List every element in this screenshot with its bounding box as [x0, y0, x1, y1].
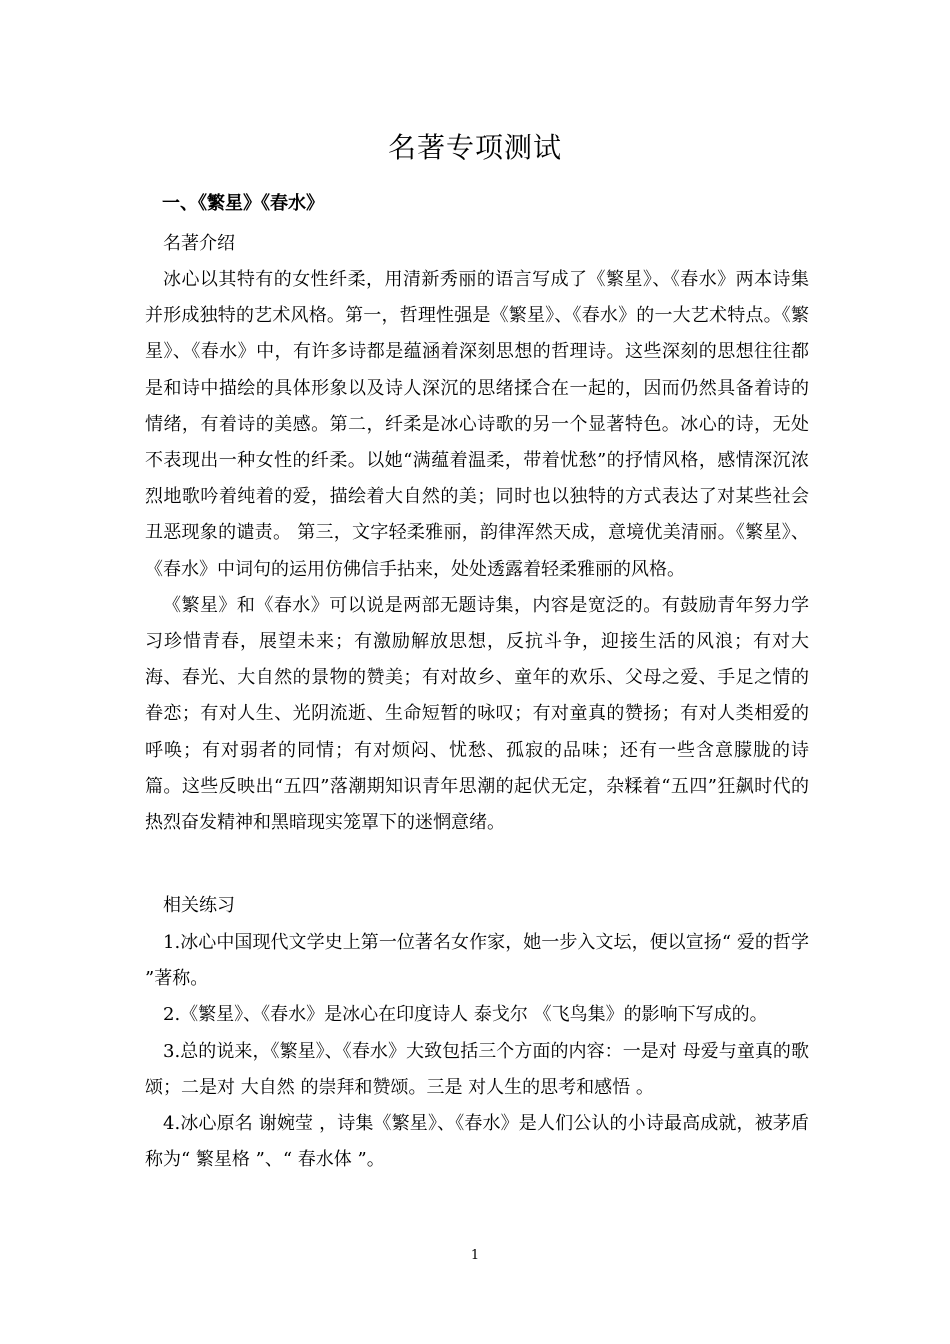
practice-label-block — [145, 888, 809, 924]
practice-label: 相关练习 — [163, 895, 235, 916]
intro-label: 名著介绍 — [163, 233, 235, 254]
intro-paragraph: 冰心以其特有的女性纤柔，用清新秀丽的语言写成了《繁星》、《春水》两本诗集并形成独特的艺术风格。第一，哲理性强是《繁星》、《春水》的一大艺术特点。《繁星》、《春水》中，有许多诗都是蕴涵着深刻思想的哲理诗。这些深刻的思想往往都是和诗中描绘的具体形象以及诗人深沉的思绪揉合在一起的，因而仍然具备着诗的情绪，有着诗的美感。第二，纤柔是冰心诗歌的另一个显著特色。冰心的诗，无处不表现出一种女性的纤柔。以她“满蕴着温柔，带着忧愁”的抒情风格，感情深沉浓烈地歌吟着纯着的爱，描绘着大自然的美；同时也以独特的方式表达了对某些社会丑恶现象的谴责。 第三，文字轻柔雅丽，韵律浑然天成，意境优美清丽。《繁星》、《春水》中词句的运用仿佛信手拈来，处处透露着轻柔雅丽的风格。 — [145, 269, 809, 580]
intro-text — [145, 262, 809, 841]
intro-paragraph: 《繁星》和《春水》可以说是两部无题诗集，内容是宽泛的。有鼓励青年努力学习珍惜青春，展望未来；有激励解放思想，反抗斗争，迎接生活的风浪；有对大海、春光、大自然的景物的赞美；有对故乡、童年的欢乐、父母之爱、手足之情的眷恋；有对人生、光阴流逝、生命短暂的咏叹；有对童真的赞扬；有对人类相爱的呼唤；有对弱者的同情；有对烦闷、忧愁、孤寂的品味；还有一些含意朦胧的诗篇。这些反映出“五四”落潮期知识青年思潮的起伏无定，杂糅着“五四”狂飙时代的热烈奋发精神和黑暗现实笼罩下的迷惘意绪。 — [145, 594, 809, 834]
exercise-item: 4.冰心原名 谢婉莹 ，诗集《繁星》、《春水》是人们公认的小诗最高成就，被茅盾称为“ 繁星格 ”、“ 春水体 ”。 — [145, 1113, 809, 1171]
intro-label-block — [145, 226, 809, 262]
page-title: 名著专项测试 — [387, 131, 562, 164]
exercise-list — [145, 925, 809, 1178]
exercise-item: 2.《繁星》、《春水》是冰心在印度诗人 泰戈尔 《飞鸟集》的影响下写成的。 — [163, 1004, 768, 1026]
exercise-item: 1.冰心中国现代文学史上第一位著名女作家，她一步入文坛，便以宣扬“ 爱的哲学 ”著称。 — [145, 932, 809, 990]
section-heading: 一、《繁星》《春水》 — [162, 193, 324, 214]
page-number: 1 — [470, 1248, 480, 1263]
exercise-item: 3.总的说来，《繁星》、《春水》大致包括三个方面的内容：一是对 母爱与童真的歌颂；二是对 大自然 的崇拜和赞颂。三是 对人生的思考和感悟 。 — [145, 1040, 809, 1098]
